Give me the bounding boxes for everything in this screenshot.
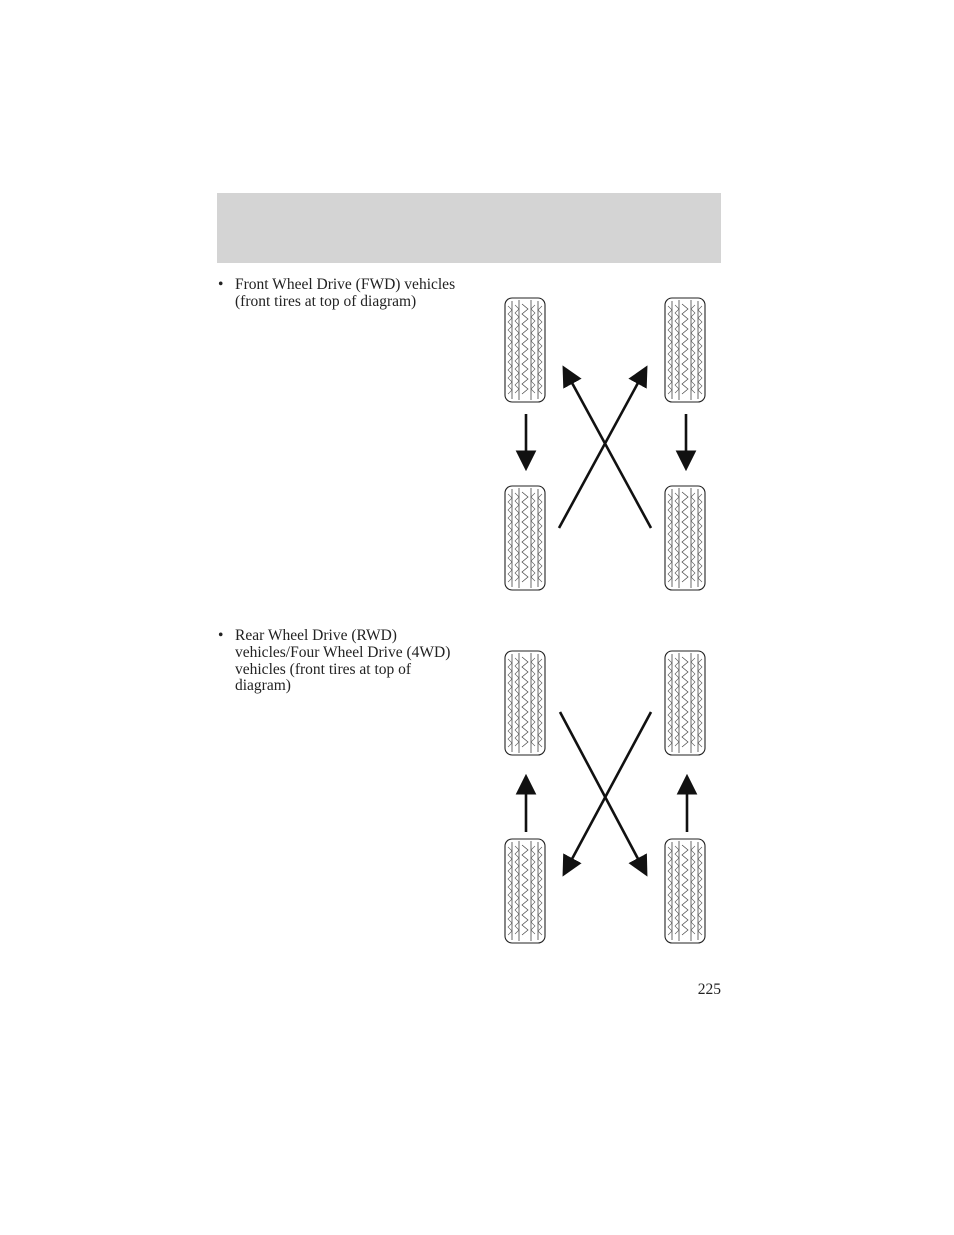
bullet-dot: • <box>218 627 224 644</box>
tire-rear-right <box>665 486 705 590</box>
section-header-band <box>217 193 721 263</box>
bullet-item-rwd-4wd <box>218 628 468 695</box>
bullet-item-fwd <box>218 277 468 311</box>
bullet-text-fwd: Front Wheel Drive (FWD) vehicles (front tires at top of diagram) <box>235 276 456 310</box>
tire-front-left <box>505 298 545 402</box>
arrow-front-left-to-rear-right <box>560 712 645 872</box>
tire-rear-left <box>505 839 545 943</box>
arrow-rear-left-to-front-right <box>559 370 645 528</box>
page-number: 225 <box>697 981 721 998</box>
tire-front-right <box>665 298 705 402</box>
tire-front-right <box>665 651 705 755</box>
fwd-tire-rotation-diagram <box>495 290 720 600</box>
tire-rear-right <box>665 839 705 943</box>
arrow-rear-right-to-front-left <box>565 370 651 528</box>
tire-rear-left <box>505 486 545 590</box>
tire-front-left <box>505 651 545 755</box>
bullet-text-rwd-4wd: Rear Wheel Drive (RWD) vehicles/Four Wheel Drive (4WD) vehicles (front tires at top of diagram) <box>235 627 451 695</box>
rwd-4wd-tire-rotation-diagram <box>495 645 720 950</box>
bullet-dot: • <box>218 276 224 293</box>
arrow-front-right-to-rear-left <box>565 712 651 872</box>
